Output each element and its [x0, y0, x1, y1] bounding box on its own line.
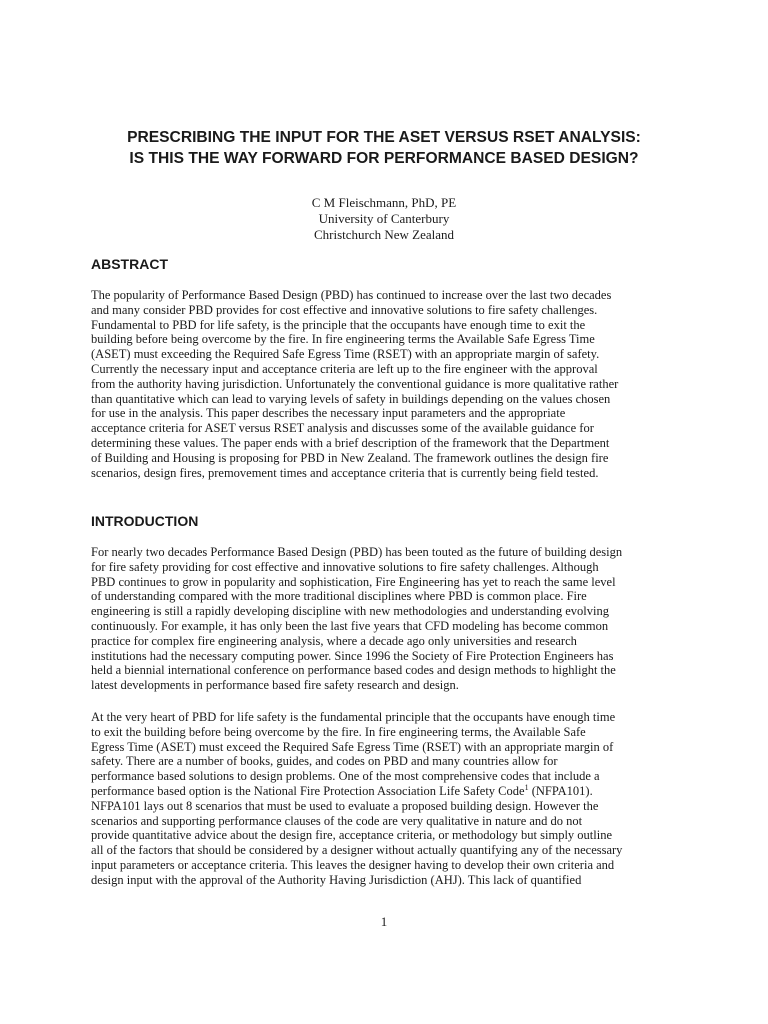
abstract-line: determining these values. The paper ends with a brief description of the framework that the Department	[91, 435, 610, 450]
abstract-line: of Building and Housing is proposing for PBD in New Zealand. The framework outlines the design fire	[91, 450, 609, 465]
abstract-line: and many consider PBD provides for cost effective and innovative solutions to fire safety challenges.	[91, 302, 598, 317]
abstract-line: building before being overcome by the fire. In fire engineering terms the Available Safe Egress Time	[91, 332, 595, 347]
abstract-line: from the authority having jurisdiction. Unfortunately the conventional guidance is more qualitative rather	[91, 376, 619, 391]
intro-line: At the very heart of PBD for life safety is the fundamental principle that the occupants have enough time	[91, 710, 616, 724]
author-block	[234, 195, 534, 243]
footnote-marker: 1	[524, 782, 529, 792]
intro-line: NFPA101 lays out 8 scenarios that must be used to evaluate a proposed building design. However the	[91, 798, 599, 813]
author-affiliation: University of Canterbury	[318, 211, 450, 226]
abstract-line: scenarios, design fires, premovement times and acceptance criteria that is currently being field tested.	[91, 465, 599, 480]
abstract-paragraph	[91, 288, 721, 480]
intro-line: design input with the approval of the Authority Having Jurisdiction (AHJ). This lack of quantified	[91, 872, 582, 887]
intro-line: continuously. For example, it has only been the last five years that CFD modeling has become common	[91, 618, 609, 633]
intro-line: engineering is still a rapidly developing discipline with new methodologies and understanding evolving	[91, 604, 609, 619]
author-location: Christchurch New Zealand	[313, 227, 455, 242]
introduction-paragraph-2	[91, 710, 721, 888]
intro-line: latest developments in performance based fire safety research and design.	[91, 678, 459, 693]
title-line-2: IS THIS THE WAY FORWARD FOR PERFORMANCE BASED DESIGN?	[129, 150, 639, 167]
abstract-line: acceptance criteria for ASET versus RSET analysis and discusses some of the available guidance for	[91, 421, 594, 436]
intro-line: Egress Time (ASET) must exceed the Required Safe Egress Time (RSET) with an appropriate margin of	[91, 739, 614, 754]
intro-line: to exit the building before being overcome by the fire. In fire engineering terms, the Available Safe	[91, 724, 586, 739]
abstract-line: Currently the necessary input and acceptance criteria are left up to the fire engineer with the approval	[91, 361, 598, 376]
intro-line: practice for complex fire engineering analysis, where a decade ago only universities and research	[91, 633, 577, 648]
intro-line: all of the factors that should be considered by a designer without actually quantifying any of the necessary	[91, 843, 623, 858]
author-name: C M Fleischmann, PhD, PE	[311, 195, 457, 210]
intro-line: for fire safety providing for cost effective and innovative solutions to fire safety challenges. Although	[91, 559, 599, 574]
abstract-line: The popularity of Performance Based Design (PBD) has continued to increase over the last two decades	[91, 288, 612, 302]
abstract-line: (ASET) must exceeding the Required Safe Egress Time (RSET) with an appropriate margin of safety.	[91, 347, 600, 362]
page-number: 1	[380, 914, 388, 929]
intro-line: input parameters or acceptance criteria. This leaves the designer having to develop their own criteria and	[91, 857, 615, 872]
intro-line: For nearly two decades Performance Based Design (PBD) has been touted as the future of building design	[91, 545, 623, 559]
intro-line: PBD continues to grow in popularity and sophistication, Fire Engineering has yet to reach the same level	[91, 574, 616, 589]
paper-title	[70, 127, 698, 169]
intro-line-tail: (NFPA101).	[528, 783, 593, 798]
intro-line: of understanding compared with the more traditional disciplines where PBD is common place. Fire	[91, 589, 587, 604]
introduction-heading: INTRODUCTION	[91, 513, 199, 529]
abstract-line: for use in the analysis. This paper describes the necessary input parameters and the appropriate	[91, 406, 566, 421]
intro-line-with-footnote	[91, 784, 721, 799]
abstract-line: than quantitative which can lead to varying levels of safety in buildings depending on the values chosen	[91, 391, 611, 406]
intro-line: held a biennial international conference on performance based codes and design methods to highlight the	[91, 663, 616, 678]
intro-line: institutions had the necessary computing power. Since 1996 the Society of Fire Protection Engineers has	[91, 648, 614, 663]
abstract-heading: ABSTRACT	[91, 256, 168, 272]
introduction-paragraph-1	[91, 545, 721, 693]
intro-line: scenarios and supporting performance clauses of the code are very qualitative in nature and do not	[91, 813, 583, 828]
intro-line: provide quantitative advice about the design fire, acceptance criteria, or methodology but simply outline	[91, 828, 613, 843]
abstract-line: Fundamental to PBD for life safety, is the principle that the occupants have enough time to exit the	[91, 317, 586, 332]
intro-line-text: performance based option is the National Fire Protection Association Life Safety Code	[91, 783, 525, 798]
title-line-1: PRESCRIBING THE INPUT FOR THE ASET VERSUS RSET ANALYSIS:	[127, 129, 641, 146]
intro-line: safety. There are a number of books, guides, and codes on PBD and many countries allow for	[91, 754, 558, 769]
intro-line: performance based solutions to design problems. One of the most comprehensive codes that include a	[91, 769, 600, 784]
